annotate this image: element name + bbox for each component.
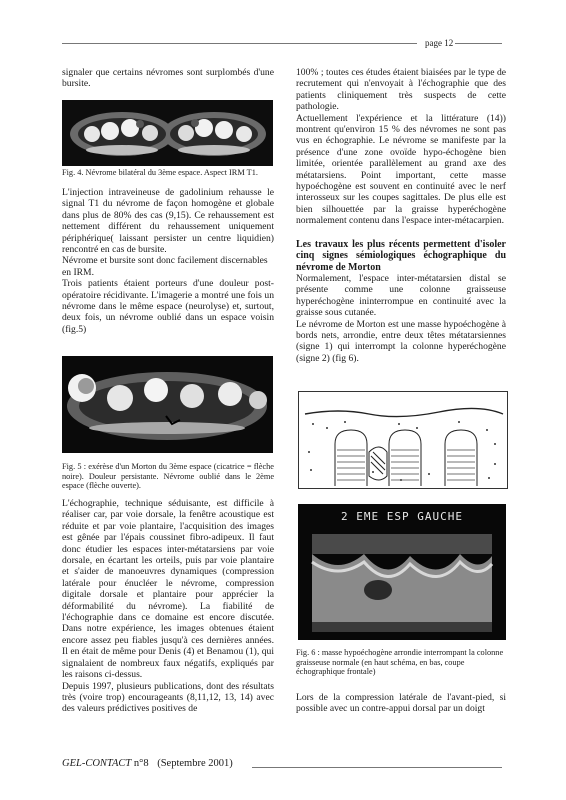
paragraph-depuis-1997: Depuis 1997, plusieurs publications, dont des résultats très (voire trop) encourageants (8,11,12, 13, 14) avec des valeurs prédictives positives de xyxy=(62,680,274,715)
right-text-block xyxy=(296,67,506,364)
figure-5-caption: Fig. 5 : exérèse d'un Morton du 3ème espace (cicatrice = flèche noire). Douleur persistante. Névrome oublié dans le 2ème espace (flèche ouverte). xyxy=(62,462,274,491)
footer-journal-name: GEL-CONTACT xyxy=(62,758,132,769)
paragraph-100-percent: 100% ; toutes ces études étaient biaisées par le type de recrutement qui n'envoyait à l'échographie que des patients cliniquement très suspects de cette pathologie. xyxy=(296,67,506,113)
paragraph-trois-patients: Trois patients étaient porteurs d'une douleur post-opératoire récidivante. L'imagerie a montré une fois un névrome dans le même espace (neurolyse) et, surtout, deux fois, un névrome oublié dans un espace voisin (fig.5) xyxy=(62,278,274,335)
figure-4-mri-image xyxy=(62,100,273,166)
section-heading: Les travaux les plus récents permettent d'isoler cinq signes sémiologiques échographique du névrome de Morton xyxy=(296,238,506,273)
footer-rule xyxy=(252,767,502,768)
left-intro-paragraph: signaler que certains névromes sont surplombés d'une bursite. xyxy=(62,67,274,90)
header-rule-left xyxy=(62,43,417,44)
footer-date: (Septembre 2001) xyxy=(157,758,233,769)
paragraph-gadolinium: L'injection intraveineuse de gadolinium rehausse le signal T1 du névrome de façon homogène et globale dans plus de 80% des cas (9,15). Ce rehaussement est nettement différent du rehaussement uniquement périphérique( laissant persister un centre liquidien) rencontré en cas de bursite. xyxy=(62,187,274,256)
paragraph-normalement: Normalement, l'espace inter-métatarsien distal se présente comme une colonne graisseuse hyperéchogène ininterrompue en continuité avec la graisse sous cutanée. xyxy=(296,272,506,319)
figure-6-caption: Fig. 6 : masse hypoéchogène arrondie interrompant la colonne graisseuse normale (en haut schéma, en bas, coupe échographique frontale) xyxy=(296,648,504,677)
footer-issue: n°8 xyxy=(133,758,149,769)
paragraph-echographie: L'échographie, technique séduisante, est difficile à réaliser car, par voie dorsale, la fenêtre acoustique est réduite et par voie plantaire, l'acquisition des images est gênée par l'épais coussinet fibro-adipeux. Il faut donc étudier les espaces inter-métatarsiens par voie dorsale, en écartant les orteils, puis par voie plantaire et s'aider de manoeuvres dynamiques (compression latérale pour énucléer le névrome, compression digitale dorsale et plantaire pour apprécier la déformabilité du névrome). La fiabilité de l'échographie dans ce domaine est encore discutée. Dans notre expérience, les images obtenues étaient encore assez peu fiables jusqu'à ces dernières années. Il en était de même pour Denis (4) et Benamou (1), qui signalaient de nombreux faux négatifs, expliqués par les raisons ci-dessus. xyxy=(62,498,274,681)
footer-journal xyxy=(62,758,233,769)
figure-4-caption: Fig. 4. Névrome bilatéral du 3ème espace. Aspect IRM T1. xyxy=(62,168,258,177)
paragraph-le-nevrome: Le névrome de Morton est une masse hypoéchogène à bords nets, arrondie, entre deux têtes métatarsiennes (signe 1) qui interrompt la colonne hyperéchogène (signe 2) (fig 6). xyxy=(296,318,506,364)
paragraph-lors-de-la-compression: Lors de la compression latérale de l'avant-pied, si possible avec un contre-appui dorsal par un doigt xyxy=(296,692,506,715)
left-gadolinium-block xyxy=(62,187,274,335)
figure-5-mri-image xyxy=(62,356,273,453)
figure-6-schema-drawing xyxy=(298,391,508,489)
paragraph-actuellement: Actuellement l'expérience et la littérature (14)) montrent qu'environ 15 % des névromes ne sont pas vus en échographie. Le névrome se manifeste par la présence d'une zone ovoïde hypo-échogène bien limitée, orientée parallèlement au grand axe des métatarsiens. Point important, cette masse hypoéchogène est souvent en continuité avec le nerf interosseux sur les coupes sagittales. De plus elle est bien silhouettée par la graisse hyperéchogène normalement contenu dans l'espace inter-métacarpien. xyxy=(296,112,506,227)
header-rule-right xyxy=(455,43,502,44)
figure-6-ultrasound-image xyxy=(298,504,506,640)
paragraph-discernables: Névrome et bursite sont donc facilement discernables en IRM. xyxy=(62,255,268,278)
left-echographie-block xyxy=(62,498,274,715)
page-number: page 12 xyxy=(425,38,454,48)
ultrasound-label: 2 EME ESP GAUCHE xyxy=(341,510,463,523)
